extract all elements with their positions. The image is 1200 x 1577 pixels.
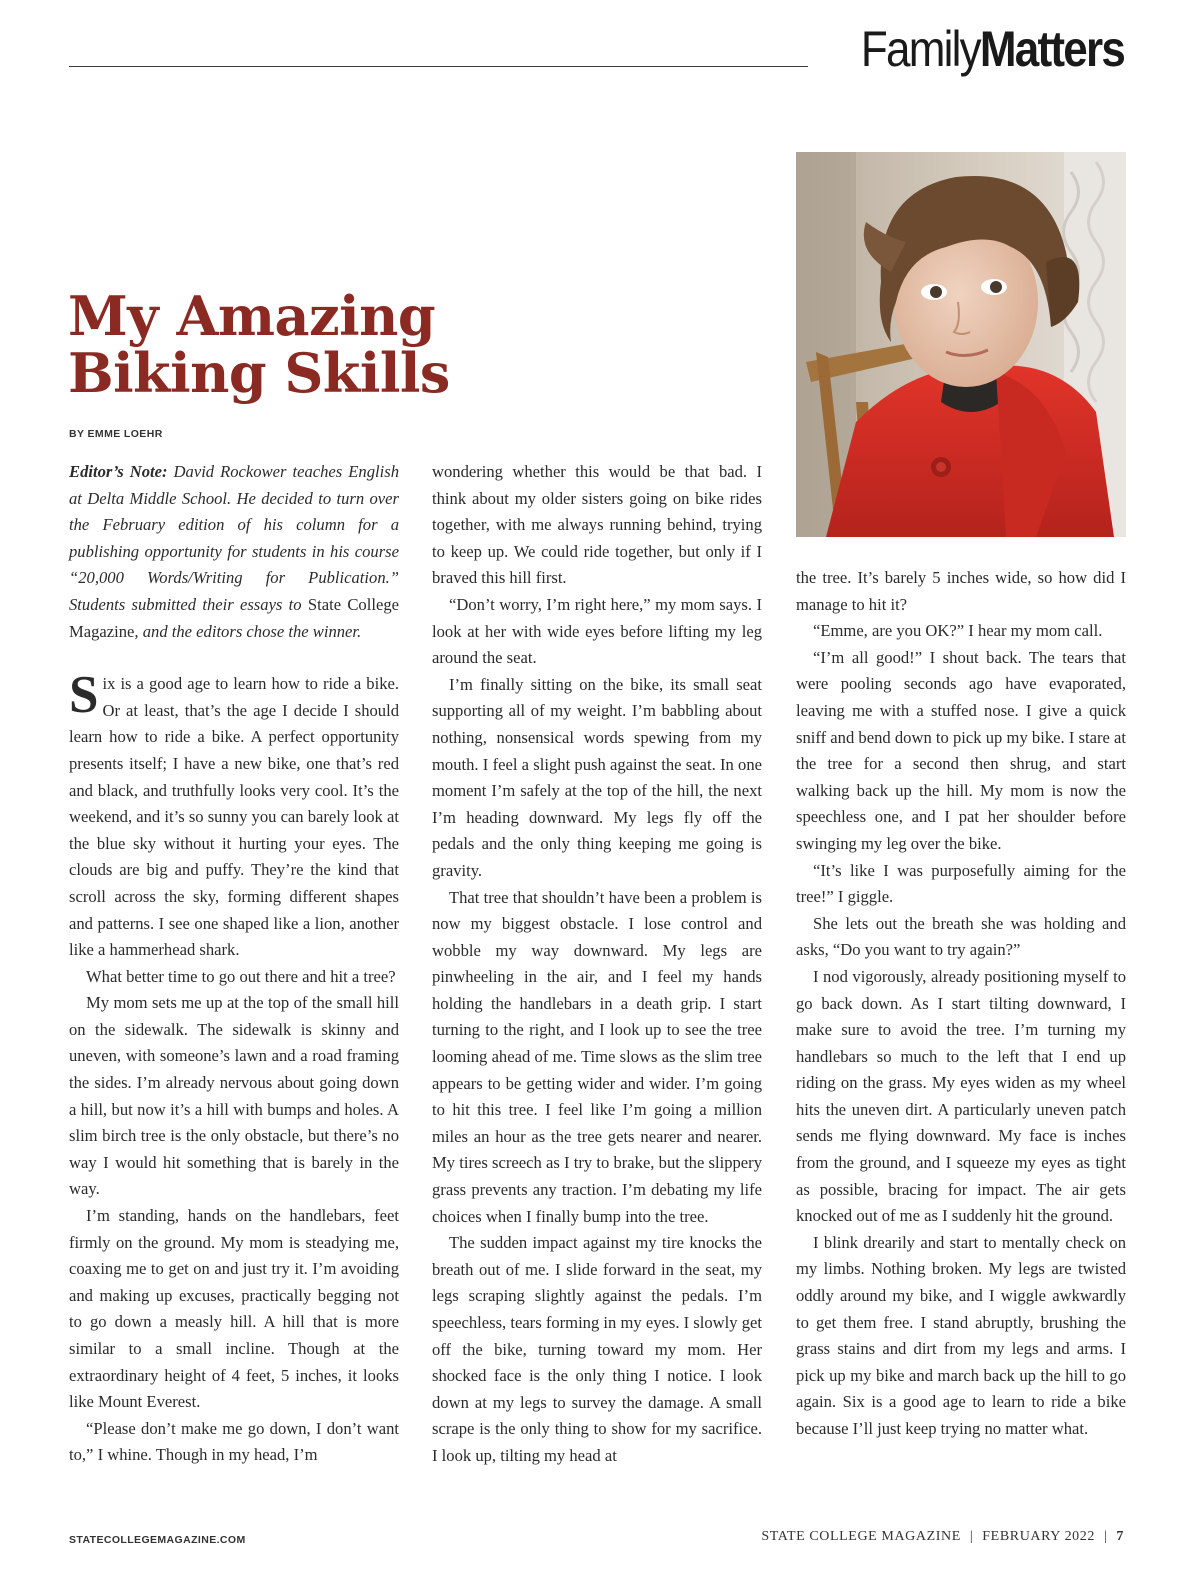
- paragraph: wondering whether this would be that bad. I think about my older sisters going on bike rides together, with me always running behind, trying to keep up. We could ride together, but only if I braved this hill first.: [432, 462, 762, 588]
- paragraph: [69, 666, 399, 964]
- article-title-line-2: Biking Skills: [68, 341, 450, 405]
- footer-magazine: STATE COLLEGE MAGAZINE: [761, 1529, 961, 1544]
- footer-separator: |: [969, 1529, 974, 1544]
- page-number: 7: [1116, 1529, 1124, 1544]
- column-2: [432, 459, 762, 1470]
- section-title: [861, 22, 1124, 76]
- paragraph: I blink drearily and start to mentally check on my limbs. Nothing broken. My legs are twisted oddly around my bike, and I wiggle awkwardly to get them free. I stand abruptly, brushing the grass stains and dirt from my legs and arms. I pick up my bike and march back up the hill to go again. Six is a good age to learn to ride a bike because I’ll just keep trying no matter what.: [796, 1232, 1126, 1438]
- paragraph: My mom sets me up at the top of the small hill on the sidewalk. The sidewalk is skinny and uneven, with someone’s lawn and a road framing the sides. I’m already nervous about going down a hill, but now it’s a hill with bumps and holes. A slim birch tree is the only obstacle, but there’s no way I would hit something that is barely in the way.: [69, 993, 399, 1199]
- paragraph: The sudden impact against my tire knocks the breath out of me. I slide forward in the seat, my legs scraping slightly against the pedals. I’m speechless, tears forming in my eyes. I slowly get off the bike, turning toward my mom. Her shocked face is the only thing I notice. I look down at my legs to survey the damage. A small scrape is the only thing to show for my sacrifice. I look up, tilting my head at: [432, 1233, 762, 1465]
- paragraph: “Emme, are you OK?” I hear my mom call.: [813, 621, 1103, 641]
- paragraph: What better time to go out there and hit a tree?: [86, 966, 396, 986]
- header-rule: [69, 66, 808, 67]
- footer-separator: |: [1103, 1529, 1108, 1544]
- paragraph: She lets out the breath she was holding and asks, “Do you want to try again?”: [796, 913, 1126, 960]
- paragraph: I’m standing, hands on the handlebars, feet firmly on the ground. My mom is steadying me, coaxing me to get on and just try it. I’m avoiding and making up excuses, practically begging not to go down a measly hill. A hill that is more similar to a small incline. Though at the extraordinary height of 4 feet, 5 inches, it looks like Mount Everest.: [69, 1206, 399, 1412]
- paragraph: “Don’t worry, I’m right here,” my mom says. I look at her with wide eyes before lifting my leg around the seat.: [432, 594, 762, 668]
- paragraph: “It’s like I was purposefully aiming for the tree!” I giggle.: [796, 860, 1126, 907]
- byline: BY EMME LOEHR: [69, 428, 163, 440]
- paragraph: I’m finally sitting on the bike, its small seat supporting all of my weight. I’m babbling about nothing, nonsensical words spewing from my mouth. I feel a slight push against the seat. In one moment I’m safely at the top of the hill, the next I’m heading downward. My legs fly off the pedals and the only thing keeping me going is gravity.: [432, 674, 762, 880]
- paragraph: “I’m all good!” I shout back. The tears that were pooling seconds ago have evaporated, leaving me with a stuffed nose. I give a quick sniff and bend down to pick up my bike. I stare at the tree for a second then shrug, and start walking back up the hill. My mom is now the speechless one, and I pat her shoulder before swinging my leg over the bike.: [796, 647, 1126, 853]
- paragraph: I nod vigorously, already positioning myself to go back down. As I start tilting downward, I make sure to avoid the tree. I’m turning my handlebars so much to the left that I end up riding on the grass. My eyes widen as my wheel hits the uneven dirt. A particularly uneven patch sends me flying downward. My face is inches from the ground, and I squeeze my eyes as tight as possible, bracing for impact. The air gets knocked out of me as I suddenly hit the ground.: [796, 966, 1126, 1226]
- section-title-bold: Matters: [979, 21, 1124, 77]
- paragraph-text: ix is a good age to learn how to ride a bike. Or at least, that’s the age I decide I should learn how to ride a bike. A perfect opportunity presents itself; I have a new bike, one that’s red and black, and truthfully looks very cool. It’s the weekend, and it’s so sunny you can barely look at the blue sky without it hurting your eyes. The clouds are big and puffy. They’re the kind that scroll across the sky, forming different shapes and patterns. I see one shaped like a lion, another like a hammerhead shark.: [69, 674, 399, 960]
- paragraph: That tree that shouldn’t have been a problem is now my biggest obstacle. I lose control and wobble my way downward. My legs are pinwheeling in the air, and I feel my hands holding the handlebars in a death grip. I start turning to the right, and I look up to see the tree looming ahead of me. Time slows as the slim tree appears to be getting wider and wider. I’m going to hit this tree. I feel like I’m going a million miles an hour as the tree gets nearer and nearer. My tires screech as I try to brake, but the slippery grass prevents any traction. I’m debating my life choices when I finally bump into the tree.: [432, 887, 762, 1226]
- footer-website: STATECOLLEGEMAGAZINE.COM: [69, 1534, 246, 1546]
- editors-note-magazine: State College Magazine: [69, 594, 399, 641]
- article-title-line-1: My Amazing: [68, 284, 436, 348]
- column-3: [796, 565, 1126, 1443]
- drop-cap: S: [69, 666, 99, 725]
- section-title-light: Family: [860, 21, 980, 77]
- paragraph: “Please don’t make me go down, I don’t want to,” I whine. Though in my head, I’m: [69, 1418, 399, 1465]
- footer-folio: [761, 1529, 1124, 1545]
- column-1: [69, 459, 399, 1469]
- author-photo: [796, 152, 1126, 537]
- editors-note: [69, 459, 399, 645]
- editors-note-end: , and the editors chose the winner.: [134, 621, 362, 641]
- editors-note-text: David Rockower teaches English at Delta Middle School. He decided to turn over the February edition of his column for a publishing opportunity for students in his course “20,000 Words/Writing for Publication.” Students submitted their essays to: [69, 462, 399, 614]
- paragraph: the tree. It’s barely 5 inches wide, so how did I manage to hit it?: [796, 568, 1126, 614]
- editors-note-label: Editor’s Note:: [69, 462, 168, 481]
- article-title: [68, 284, 528, 405]
- footer-issue: FEBRUARY 2022: [982, 1529, 1095, 1544]
